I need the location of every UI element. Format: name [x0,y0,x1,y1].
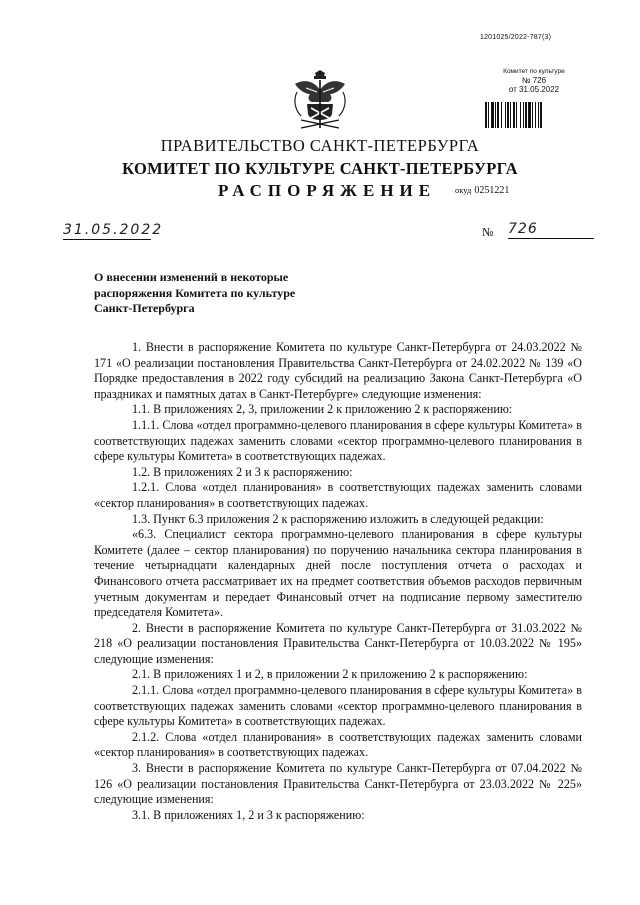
paragraph: 1.3. Пункт 6.3 приложения 2 к распоряжению изложить в следующей редакции: [132,511,544,526]
paragraph: 2.1.2. Слова «отдел планирования» в соответствующих падежах заменить словами «сектор планирования» в соответствующих падежах. [94,729,582,760]
paragraph: 1.2. В приложениях 2 и 3 к распоряжению: [132,464,353,479]
document-body [94,340,582,823]
barcode-bar [528,102,531,128]
barcode-bar [507,102,509,128]
okud-label: окуд [455,185,472,195]
barcode-bar [505,102,506,128]
paragraph: «6.3. Специалист сектора программно-целевого планирования в сфере культуры Комитете (далее – сектор планирования) по поручению начальника сектора планирования в течение четырнадцати календарных дней после поступления отчета о расходах и Финансового отчета рассматривает их на предмет соответствия объемов расходов первичным учетным документам и передает Финансовый отчет на подписание первому заместителю председателя Комитета». [94,527,582,620]
paragraph: 1.2.1. Слова «отдел планирования» в соответствующих падежах заменить словами «сектор планирования» в соответствующих падежах. [94,480,582,510]
paragraph: 2. Внести в распоряжение Комитета по культуре Санкт-Петербурга от 31.03.2022 № 218 «О реализации постановления Правительства Санкт-Петербурга от 10.03.2022 № 195» следующие изменения: [94,620,582,666]
barcode-bar [513,102,515,128]
committee-title: КОМИТЕТ ПО КУЛЬТУРЕ САНКТ-ПЕТЕРБУРГА [122,159,518,178]
paragraph: 1.1.1. Слова «отдел программно-целевого планирования в сфере культуры Комитета» в соответствующих падежах заменить словами «сектор программно-целевого планирования в сфере культуры Комитета» в соответствующих падежах. [94,417,582,464]
registration-number: 1201025/2022-787(3) [480,34,552,41]
registration-stamp [484,67,584,94]
stamp-committee: Комитет по культуре [503,68,565,75]
barcode-bar [523,102,524,128]
paragraph: 1. Внести в распоряжение Комитета по культуре Санкт-Петербурга от 24.03.2022 № 171 «О реализации постановления Правительства Санкт-Петербурга от 24.02.2022 № 139 «О Порядке предоставления в 2022 году субсидий на реализацию Закона Санкт-Петербурга «О праздниках и памятных датах в Санкт-Петербурге» следующие изменения: [94,340,582,401]
number-label: № [482,225,494,239]
barcode-bar [520,102,521,128]
document-date: 31.05.2022 [63,222,164,238]
barcode-bar [495,102,496,128]
barcode-bar [501,102,502,128]
barcode-bar [485,102,487,128]
paragraph: 1.1. В приложениях 2, 3, приложении 2 к приложению 2 к распоряжению: [132,402,513,417]
barcode-bar [516,102,517,128]
government-title: ПРАВИТЕЛЬСТВО САНКТ-ПЕТЕРБУРГА [160,136,480,155]
barcode-bar [535,102,536,128]
paragraph: 2.1.1. Слова «отдел программно-целевого планирования в сфере культуры Комитета» в соответствующих падежах заменить словами «сектор программно-целевого планирования в сфере культуры Комитета» в соответствующих падежах. [94,683,582,729]
barcode-bar [510,102,511,128]
barcode-bar [525,102,527,128]
barcode-bar [491,102,494,128]
okud-value: 0251221 [474,185,510,196]
barcode-bar [540,102,542,128]
barcode-bar [497,102,499,128]
document-subject: О внесении изменений в некоторые распоряжения Комитета по культуре Санкт-Петербурга [94,270,296,315]
paragraph: 3. Внести в распоряжение Комитета по культуре Санкт-Петербурга от 07.04.2022 № 126 «О реализации постановления Правительства Санкт-Петербурга от 23.03.2022 № 225» следующие изменения: [94,761,582,807]
paragraph: 2.1. В приложениях 1 и 2, в приложении 2 к приложению 2 к распоряжению: [132,667,528,682]
stamp-date: от 31.05.2022 [508,85,560,94]
okud-code [455,185,509,196]
barcode-bar [538,102,539,128]
barcode-bar [532,102,533,128]
barcode-bar [488,102,489,128]
paragraph: 3.1. В приложениях 1, 2 и 3 к распоряжению: [132,807,365,822]
document-number: 726 [508,220,594,239]
document-type: РАСПОРЯЖЕНИЕ [218,181,437,200]
stamp-number: № 726 [521,76,547,85]
barcode [485,102,571,128]
coat-of-arms-emblem [285,70,355,130]
